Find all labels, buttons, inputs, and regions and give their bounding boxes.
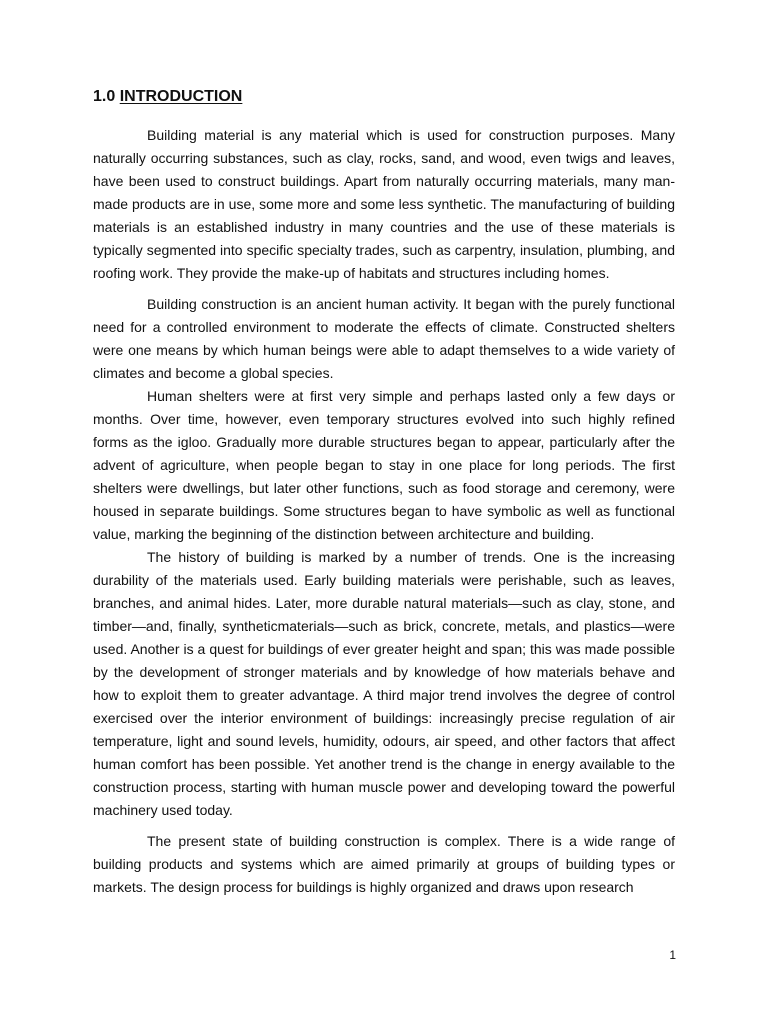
section-number: 1.0 — [93, 88, 116, 105]
paragraph-history-of-building: The history of building is marked by a number of trends. One is the increasing durability of the materials used. Early building materials were perishable, such as leaves, branches, and animal hides. Later, more durable natural materials—such as clay, stone, and timber—and, finally, syntheticmaterials—such as brick, concrete, metals, and plastics—were used. Another is a quest for buildings of ever greater height and span; this was made possible by the development of stronger materials and by knowledge of how materials behave and how to exploit them to greater advantage. A third major trend involves the degree of control exercised over the interior environment of buildings: increasingly precise regulation of air temperature, light and sound levels, humidity, odours, air speed, and other factors that affect human comfort has been possible. Yet another trend is the change in energy available to the construction process, starting with human muscle power and developing toward the powerful machinery used today. — [93, 549, 675, 818]
paragraph-building-construction: Building construction is an ancient human activity. It began with the purely functional need for a controlled environment to moderate the effects of climate. Constructed shelters were one means by which human beings were able to adapt themselves to a wide variety of climates and become a global species. — [93, 296, 675, 381]
paragraph-present-state: The present state of building construction is complex. There is a wide range of building products and systems which are aimed primarily at groups of building types or markets. The design process for buildings is highly organized and draws upon research — [93, 833, 675, 895]
body-text — [93, 124, 675, 899]
section-heading — [93, 87, 242, 107]
page-number: 1 — [669, 948, 676, 962]
section-title: INTRODUCTION — [119, 88, 243, 105]
paragraph-human-shelters: Human shelters were at first very simple and perhaps lasted only a few days or months. Over time, however, even temporary structures evolved into such highly refined forms as the igloo. Gradually more durable structures began to appear, particularly after the advent of agriculture, when people began to stay in one place for long periods. The first shelters were dwellings, but later other functions, such as food storage and ceremony, were housed in separate buildings. Some structures began to have symbolic as well as functional value, marking the beginning of the distinction between architecture and building. — [93, 388, 675, 542]
paragraph-building-material: Building material is any material which is used for construction purposes. Many naturally occurring substances, such as clay, rocks, sand, and wood, even twigs and leaves, have been used to construct buildings. Apart from naturally occurring materials, many man-made products are in use, some more and some less synthetic. The manufacturing of building materials is an established industry in many countries and the use of these materials is typically segmented into specific specialty trades, such as carpentry, insulation, plumbing, and roofing work. They provide the make-up of habitats and structures including homes. — [93, 127, 675, 281]
